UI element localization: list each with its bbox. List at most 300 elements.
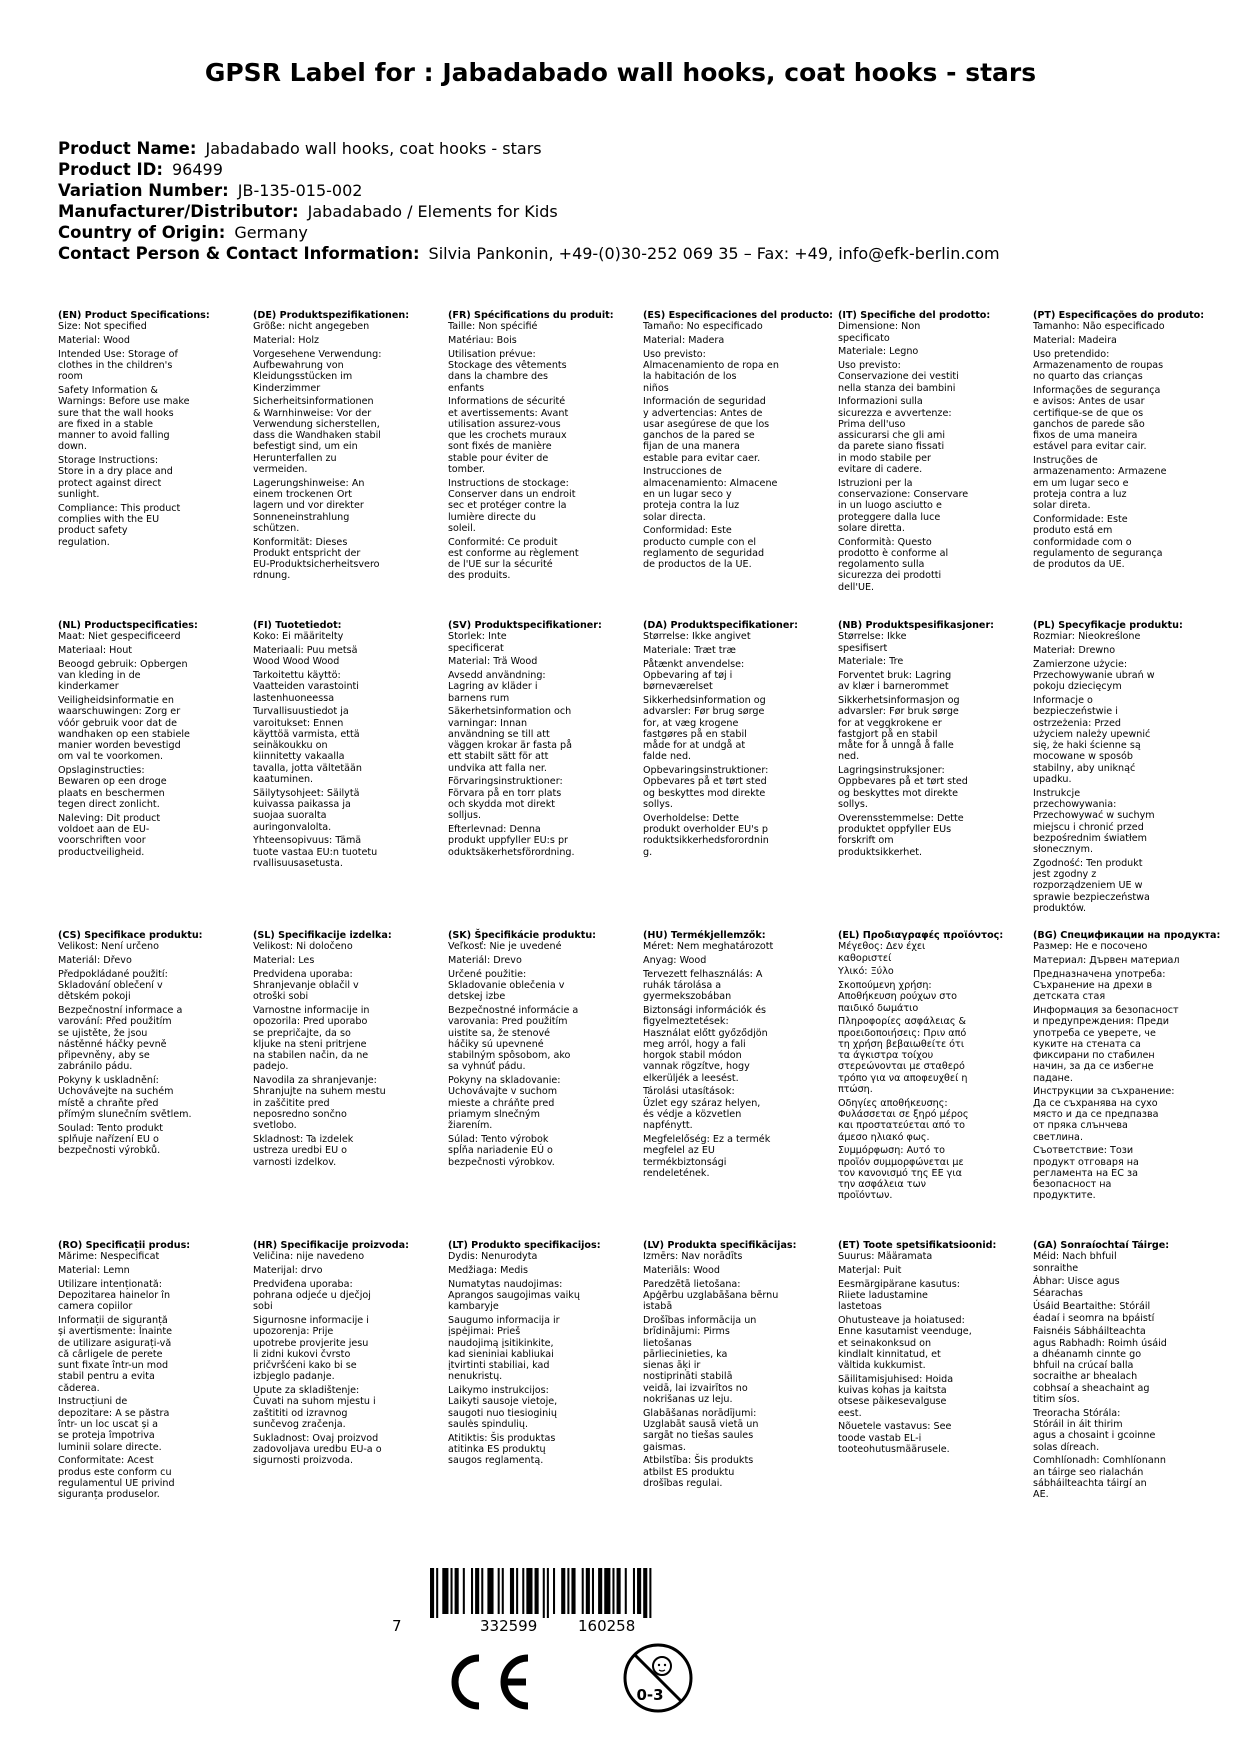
spec-line: Material: Lemn [58, 1264, 130, 1276]
spec-line: Herunterfallen zu [253, 452, 337, 464]
spec-line: Przechowywanie ubrań w [1033, 669, 1155, 681]
spec-line: ostrzeżenia: Przed [1033, 717, 1121, 729]
language-heading: (ES) Especificaciones del producto: [643, 310, 834, 321]
spec-line: Suurus: Määramata [838, 1251, 933, 1263]
spec-line: Materiale: Tre [838, 656, 904, 668]
spec-line: einem trockenen Ort [253, 489, 353, 501]
spec-line: waarschuwingen: Zorg er [58, 706, 181, 718]
info-value: 96499 [171, 160, 223, 179]
spec-line: atitinka ES produktų [448, 1444, 546, 1455]
language-heading: (GA) Sonraíochtaí Táirge: [1033, 1240, 1170, 1251]
spec-line: van kleding in de [58, 669, 141, 681]
spec-line: Konformität: Dieses [253, 536, 348, 548]
spec-line: Verwendung sicherstellen, [253, 418, 380, 430]
language-block [838, 310, 1028, 593]
spec-line: väggen krokar är fasta på [448, 740, 572, 752]
spec-line: pārliecinieties, ka [643, 1348, 728, 1360]
spec-line: Materjal: Puit [838, 1264, 902, 1276]
spec-line: Comhlíonadh: Comhlíonann [1033, 1455, 1166, 1467]
spec-line: Laikyti sausoje vietoje, [448, 1396, 558, 1408]
spec-line: την ασφάλεια των [838, 1179, 926, 1191]
spec-line: måte for å unngå å falle [838, 740, 954, 752]
spec-line: светлина. [1033, 1131, 1083, 1143]
spec-line: przechowywania: [1033, 799, 1117, 811]
spec-line: rendeletének. [643, 1167, 710, 1179]
spec-line: προειδοποιήσεις: Πριν από [838, 1027, 967, 1039]
spec-line: dell'UE. [838, 581, 875, 593]
spec-line: Съответствие: Този [1033, 1145, 1134, 1157]
spec-line: безопасност на [1033, 1179, 1112, 1191]
spec-line: sargāt no tiešas saules [643, 1430, 754, 1442]
spec-line: li zidni kukovi čvrsto [253, 1348, 351, 1360]
spec-line: użyciem należy upewnić [1033, 728, 1151, 740]
spec-line: drošības regulai. [643, 1477, 723, 1489]
spec-line: Turvallisuustiedot ja [253, 706, 349, 718]
spec-line: sec et protéger contre la [448, 500, 567, 512]
spec-line: manner to avoid falling [58, 430, 170, 442]
spec-line: Kleidungsstücken im [253, 371, 353, 383]
spec-line: for, at væg krogene [643, 717, 739, 729]
spec-line: Vorgesehene Verwendung: [253, 348, 382, 360]
spec-line: solljus. [448, 810, 481, 822]
spec-line: produs este conform cu [58, 1466, 172, 1478]
spec-line: Istruzioni per la [838, 477, 913, 489]
spec-line: Размер: Не е посочено [1033, 941, 1148, 953]
spec-line: enfants [448, 382, 485, 394]
spec-line: Tárolási utasítások: [643, 1086, 735, 1098]
spec-line: proteja contra a luz [1033, 489, 1127, 501]
spec-line: lastenhuoneessa [253, 692, 335, 704]
spec-line: τρόπο για να αποφευχθεί η [838, 1072, 968, 1084]
spec-line: się, że haki ścienne są [1033, 740, 1141, 752]
spec-line: Saugumo informacija ir [448, 1314, 560, 1326]
spec-line: Varnostne informacije in [253, 1004, 370, 1016]
page-title: GPSR Label for : Jabadabado wall hooks, coat hooks - stars [204, 58, 1037, 87]
spec-line: Beoogd gebruik: Opbergen [58, 658, 188, 670]
spec-line: reglamento de seguridad [643, 547, 765, 559]
info-value: JB-135-015-002 [237, 181, 363, 200]
spec-line: Informații de siguranță [58, 1314, 168, 1326]
spec-line: τον κανονισμό της ΕΕ για [838, 1167, 962, 1179]
spec-line: depozitare: A se păstra [58, 1407, 170, 1419]
spec-line: Laikymo instrukcijos: [448, 1385, 549, 1397]
spec-line: izbjeglo padanje. [253, 1371, 335, 1383]
spec-line: complies with the EU [58, 514, 160, 525]
language-block [1033, 1240, 1223, 1500]
spec-line: Tarkoitettu käyttö: [253, 669, 341, 681]
spec-line: varnosti izdelkov. [253, 1156, 337, 1168]
spec-line: AE. [1033, 1489, 1049, 1501]
spec-line: & Warnhinweise: Vor der [253, 407, 372, 419]
spec-line: tavalla, jotta vältetään [253, 762, 362, 774]
spec-line: kambaryje [448, 1301, 499, 1313]
spec-line: regulamento de segurança [1033, 547, 1163, 559]
info-row [58, 222, 1198, 243]
info-value: Jabadabado / Elements for Kids [307, 202, 558, 221]
spec-line: Förvaringsinstruktioner: [448, 776, 563, 788]
spec-line: sicurezza dei prodotti [838, 570, 942, 582]
spec-line: opozorila: Pred uporabo [253, 1016, 368, 1028]
spec-line: Opbevares på et tørt sted [643, 776, 767, 788]
spec-line: Oppbevares på et tørt sted [838, 776, 968, 788]
spec-line: agus a chosaint i gcoinne [1033, 1430, 1156, 1442]
spec-line: Nõuetele vastavus: See [838, 1421, 952, 1433]
spec-line: Čuvati na suhom mjestu i [253, 1396, 376, 1408]
spec-line: estable para evitar caer. [643, 452, 761, 464]
spec-line: upozorenja: Prije [253, 1326, 334, 1338]
spec-line: Υλικό: Ξύλο [838, 966, 894, 978]
language-heading: (FR) Spécifications du produit: [448, 310, 614, 321]
spec-line: Información de seguridad [643, 396, 766, 408]
spec-line: Armazenamento de roupas [1033, 359, 1164, 371]
spec-line: Shranjujte na suhem mestu [253, 1086, 386, 1098]
spec-line: Opbevaring af tøj i [643, 669, 733, 681]
spec-line: Efterlevnad: Denna [448, 824, 541, 835]
info-value: Silvia Pankonin, +49-(0)30-252 069 35 – Fax: +49, info@efk-berlin.com [428, 244, 1000, 263]
spec-line: ganchos de la pared se [643, 430, 755, 442]
spec-line: uistite sa, že stenové [448, 1027, 551, 1039]
spec-line: Kinderzimmer [253, 382, 321, 394]
spec-line: se prepričajte, da so [253, 1027, 351, 1039]
language-heading: (FI) Tuotetiedot: [253, 620, 342, 631]
spec-line: Utilizare intenționată: [58, 1278, 162, 1290]
spec-line: rdnung. [253, 570, 291, 582]
spec-line: Uso previsto: [838, 359, 901, 371]
spec-line: pričvršćeni kako bi se [253, 1360, 357, 1372]
spec-line: schützen. [253, 522, 300, 534]
spec-line: brīdinājumi: Pirms [643, 1326, 730, 1338]
spec-line: kad sieniniai kabliukai [448, 1348, 554, 1360]
spec-line: est conforme au règlement [448, 547, 579, 559]
language-block [253, 620, 443, 869]
spec-line: Uso previsto: [643, 348, 706, 360]
spec-line: στερεώνονται με σταθερό [838, 1061, 965, 1073]
spec-line: Conformità: Questo [838, 536, 932, 548]
language-heading: (SK) Špecifikácie produktu: [448, 930, 597, 941]
spec-line: Förvara på en torr plats [448, 787, 562, 799]
spec-line: Φυλάσσεται σε ξηρό μέρος [838, 1109, 969, 1121]
spec-line: Informações de segurança [1033, 384, 1161, 396]
spec-line: käyttöä varmista, että [253, 728, 360, 740]
spec-line: Conformidade: Este [1033, 514, 1128, 525]
spec-line: Αποθήκευση ρούχων στο [838, 991, 957, 1003]
spec-line: in modo stabile per [838, 452, 931, 464]
spec-line: Uzglabāt sausā vietā un [643, 1419, 759, 1431]
spec-line: Conformidad: Este [643, 525, 732, 537]
spec-line: conservazione: Conservare [838, 489, 969, 501]
spec-line: kljuke na steni pritrjene [253, 1038, 367, 1050]
spec-line: e avisos: Antes de usar [1033, 396, 1145, 408]
spec-line: Materiaali: Puu metsä [253, 644, 358, 656]
info-label: Manufacturer/Distributor: [58, 202, 299, 221]
language-block [448, 310, 638, 582]
spec-line: prodotto è conforme al [838, 547, 949, 559]
spec-line: miejscu i chronić przed [1033, 821, 1144, 833]
spec-line: Conformitate: Acest [58, 1455, 154, 1467]
spec-line: lietošanas [643, 1337, 692, 1349]
spec-line: παιδικό δωμάτιο [838, 1002, 919, 1014]
spec-line: clothes in the children's [58, 359, 173, 371]
spec-line: куките на стената са [1033, 1038, 1141, 1050]
spec-line: y advertencias: Antes de [643, 407, 763, 419]
spec-line: Bezpečnostné informácie a [448, 1004, 579, 1016]
spec-line: lumière directe du [448, 511, 536, 523]
spec-line: sunt fixate într-un mod [58, 1360, 169, 1372]
spec-line: πτώση. [838, 1084, 873, 1096]
language-block [1033, 620, 1223, 914]
spec-line: място и да се предпазва [1033, 1109, 1159, 1121]
spec-line: Enne kasutamist veenduge, [838, 1326, 972, 1338]
spec-line: soleil. [448, 522, 476, 534]
language-heading: (SL) Specifikacije izdelka: [253, 930, 392, 941]
language-heading: (EL) Προδιαγραφές προϊόντος: [838, 930, 1004, 941]
spec-line: ganchos de parede são [1033, 418, 1145, 430]
spec-line: et avertissements: Avant [448, 407, 569, 419]
spec-line: protect against direct [58, 477, 162, 489]
spec-line: Předpokládané použití: [58, 968, 168, 980]
spec-line: háčiky sú upevnené [448, 1038, 544, 1050]
spec-line: specificerat [448, 642, 504, 654]
spec-line: certifique-se de que os [1033, 407, 1144, 419]
language-heading: (RO) Specificații produs: [58, 1240, 191, 1251]
spec-line: Aufbewahrung von [253, 359, 344, 371]
spec-line: sont fixés de manière [448, 441, 552, 453]
spec-line: sunlight. [58, 489, 100, 501]
spec-line: produkt uppfyller EU:s pr [448, 835, 569, 847]
spec-line: zaštititi od izravnog [253, 1407, 348, 1419]
spec-line: Tervezett felhasználás: A [643, 968, 763, 980]
info-label: Variation Number: [58, 181, 229, 200]
language-heading: (LT) Produkto specifikacijos: [448, 1240, 601, 1251]
spec-line: Οδηγίες αποθήκευσης: [838, 1097, 948, 1109]
spec-line: solar direta. [1033, 500, 1091, 512]
spec-line: Apģērbu uzglabāšana bērnu [643, 1289, 779, 1301]
spec-line: vóór gebruik voor dat de [58, 717, 177, 729]
spec-line: sicurezza e avvertenze: [838, 407, 952, 419]
spec-line: Предназначена употреба: [1033, 968, 1166, 980]
spec-line: Skladování oblečení v [58, 979, 163, 991]
spec-line: advarsler: Før bruk sørge [838, 706, 959, 718]
spec-line: Yhteensopivuus: Tämä [253, 835, 362, 847]
barcode-digits-mid: 332599 [480, 1617, 538, 1635]
spec-line: almacenamiento: Almacene [643, 477, 778, 489]
spec-line: Instrucciones de [643, 466, 722, 478]
spec-line: kinderkamer [58, 681, 119, 693]
spec-line: Séarachas [1033, 1287, 1083, 1299]
spec-line: jest zgodny z [1033, 869, 1097, 881]
spec-line: assicurarsi che gli ami [838, 430, 946, 442]
spec-line: Størrelse: Ikke angivet [643, 631, 751, 643]
language-heading: (DE) Produktspezifikationen: [253, 310, 410, 321]
barcode-digit-left: 7 [392, 1617, 402, 1635]
spec-line: regolamento sulla [838, 559, 925, 571]
language-block [1033, 310, 1223, 570]
spec-line: Predviđena uporaba: [253, 1278, 353, 1290]
spec-line: og beskyttes mot direkte [838, 787, 959, 799]
spec-line: lagern und vor direkter [253, 500, 364, 512]
spec-line: nokrišanas uz leju. [643, 1394, 733, 1406]
spec-line: se ujistěte, že jsou [58, 1027, 148, 1039]
spec-line: splňuje nařízení EU o [58, 1134, 159, 1145]
spec-line: des produits. [448, 570, 511, 582]
spec-line: pohrana odjeće u dječjoj [253, 1289, 371, 1301]
spec-line: éadaí i seomra na bpáistí [1033, 1312, 1155, 1324]
spec-line: conformidade com o [1033, 536, 1132, 548]
spec-line: mocowane w sposób [1033, 751, 1133, 763]
spec-line: atbilst ES produktu [643, 1466, 735, 1478]
spec-line: fastgjort på en stabil [838, 728, 938, 740]
language-heading: (LV) Produkta specifikācijas: [643, 1240, 797, 1251]
spec-line: suojaa suoralta [253, 810, 327, 822]
language-heading: (HR) Specifikacije proizvoda: [253, 1240, 409, 1251]
spec-line: фиксирани по стабилен [1033, 1050, 1155, 1062]
spec-line: detskej izbe [448, 991, 506, 1003]
language-block [1033, 930, 1223, 1202]
spec-line: és védje a közvetlen [643, 1109, 742, 1121]
spec-line: регламента на ЕС за [1033, 1167, 1138, 1179]
spec-line: Drošības informācija un [643, 1314, 757, 1326]
spec-line: žiarením. [448, 1120, 493, 1132]
spec-line: auringonvalolta. [253, 821, 332, 833]
language-heading: (ET) Toote spetsifikatsioonid: [838, 1240, 997, 1251]
spec-line: producto cumple con el [643, 536, 757, 548]
spec-line: Stóráil in áit thirim [1033, 1419, 1123, 1431]
spec-line: barnens rum [448, 692, 510, 704]
spec-line: Materiaal: Hout [58, 644, 133, 656]
spec-line: plaats en beschermen [58, 787, 165, 799]
spec-line: Materiale: Træt træ [643, 644, 736, 656]
spec-line: Съхранение на дрехи в [1033, 979, 1153, 991]
spec-line: sienas āķi ir [643, 1360, 701, 1372]
spec-line: de produtos da UE. [1033, 559, 1125, 571]
spec-line: de productos de la UE. [643, 559, 752, 571]
spec-line: bhfuil na crúcaí balla [1033, 1360, 1134, 1372]
spec-line: Lagerungshinweise: An [253, 477, 365, 489]
language-block [838, 930, 1028, 1202]
language-block [643, 620, 833, 858]
language-heading: (EN) Product Specifications: [58, 310, 210, 321]
spec-line: fixos de uma maneira [1033, 430, 1138, 442]
spec-line: přímým slunečním světlem. [58, 1109, 192, 1121]
spec-line: Atitiktis: Šis produktas [448, 1432, 556, 1444]
spec-line: lastetoas [838, 1301, 882, 1313]
spec-line: детската стая [1033, 991, 1106, 1003]
spec-line: Aprangos saugojimas vaikų [448, 1289, 580, 1301]
spec-line: Informazioni sulla [838, 396, 923, 408]
language-block [643, 310, 833, 570]
info-row [58, 180, 1198, 201]
spec-line: įspėjimai: Prieš [448, 1326, 521, 1338]
spec-line: Tamaño: No especificado [643, 321, 763, 333]
spec-line: Sukladnost: Ovaj proizvod [253, 1432, 379, 1444]
spec-line: regulation. [58, 536, 110, 548]
spec-line: produkt overholder EU's p [643, 824, 768, 835]
spec-line: av klær i barnerommet [838, 681, 949, 693]
spec-line: Stockage des vêtements [448, 359, 567, 371]
spec-line: horgok stabil módon [643, 1050, 742, 1062]
spec-line: de utilizare asigurați-vă [58, 1337, 172, 1349]
spec-line: for at veggkrokene er [838, 717, 942, 729]
spec-line: spĺňa nariadenie EÚ o [448, 1145, 553, 1157]
spec-line: Uchovávajte v suchom [448, 1086, 558, 1098]
spec-line: Faisnéis Sábháilteachta [1033, 1326, 1146, 1338]
spec-line: an táirge seo rialachán [1033, 1466, 1144, 1478]
spec-line: proteggere dalla luce [838, 511, 941, 523]
language-heading: (PT) Especificações do produto: [1033, 310, 1205, 321]
spec-line: istabā [643, 1301, 673, 1313]
spec-line: upotrebe provjerite jesu [253, 1337, 369, 1349]
spec-line: seinäkoukku on [253, 740, 328, 752]
language-heading: (DA) Produktspecifikationer: [643, 620, 798, 631]
info-row [58, 138, 1198, 159]
spec-line: Инструкции за съхранение: [1033, 1086, 1175, 1098]
spec-line: bezpečnosti výrobkov. [448, 1156, 555, 1168]
spec-line: Storage Instructions: [58, 455, 159, 467]
spec-line: Materijal: drvo [253, 1264, 323, 1276]
spec-line: Taille: Non spécifié [448, 321, 538, 333]
spec-line: produto está em [1033, 525, 1113, 537]
spec-line: Store in a dry place and [58, 466, 173, 478]
spec-line: Wood Wood Wood [253, 656, 340, 668]
spec-line: otsese päikesevalguse [838, 1396, 947, 1408]
spec-line: Material: Trä Wood [448, 656, 538, 668]
spec-line: varovania: Pred použitím [448, 1016, 568, 1028]
spec-line: in un luogo asciutto e [838, 500, 942, 512]
spec-line: Opbevaringsinstruktioner: [643, 765, 769, 777]
spec-line: saugoti nuo tiesioginių [448, 1407, 557, 1419]
spec-line: și avertismente: Înainte [58, 1326, 173, 1338]
spec-line: varningar: Innan [448, 717, 528, 729]
spec-line: Eesmärgipärane kasutus: [838, 1278, 960, 1290]
spec-line: Conformité: Ce produit [448, 536, 558, 548]
spec-line: Üzlet egy száraz helyen, [643, 1097, 761, 1109]
spec-line: και προστατεύεται από το [838, 1120, 965, 1132]
info-value: Jabadabado wall hooks, coat hooks - stars [205, 139, 542, 158]
spec-line: napfénytt. [643, 1120, 693, 1132]
spec-line: Материал: Дървен материал [1033, 954, 1180, 966]
spec-line: Conserver dans un endroit [448, 489, 576, 501]
spec-line: og beskyttes mod direkte [643, 787, 766, 799]
spec-line: продукт отговаря на [1033, 1156, 1139, 1168]
spec-line: sunčevog zračenja. [253, 1419, 346, 1431]
language-block [58, 310, 248, 548]
spec-line: saulės spindulių. [448, 1419, 529, 1431]
language-heading: (NL) Productspecificaties: [58, 620, 198, 631]
info-label: Country of Origin: [58, 223, 226, 242]
spec-line: słonecznym. [1033, 844, 1094, 856]
spec-line: in zaščitite pred [253, 1097, 330, 1109]
spec-line: προϊόντων. [838, 1190, 893, 1202]
spec-line: gaismas. [643, 1441, 686, 1453]
spec-line: Storlek: Inte [448, 631, 507, 643]
spec-line: Sikkerhetsinformasjon og [838, 694, 960, 706]
spec-line: Sicherheitsinformationen [253, 396, 374, 408]
spec-line: nástěnné háčky pevně [58, 1038, 167, 1050]
spec-line: fijan de una manera [643, 441, 740, 453]
spec-line: Overholdelse: Dette [643, 812, 740, 824]
language-block [253, 930, 443, 1168]
language-heading: (BG) Спецификации на продукта: [1033, 930, 1221, 941]
spec-line: solas díreach. [1033, 1441, 1100, 1453]
language-heading: (PL) Specyfikacje produktu: [1033, 620, 1183, 631]
ce-mark-icon [446, 1652, 536, 1712]
spec-line: zabránilo pádu. [58, 1061, 133, 1073]
spec-line: Material: Madeira [1033, 334, 1117, 346]
spec-line: no quarto das crianças [1033, 371, 1143, 383]
spec-line: om val te voorkomen. [58, 751, 164, 763]
spec-line: solare diretta. [838, 522, 905, 534]
spec-line: Használat előtt győződjön [643, 1027, 768, 1039]
